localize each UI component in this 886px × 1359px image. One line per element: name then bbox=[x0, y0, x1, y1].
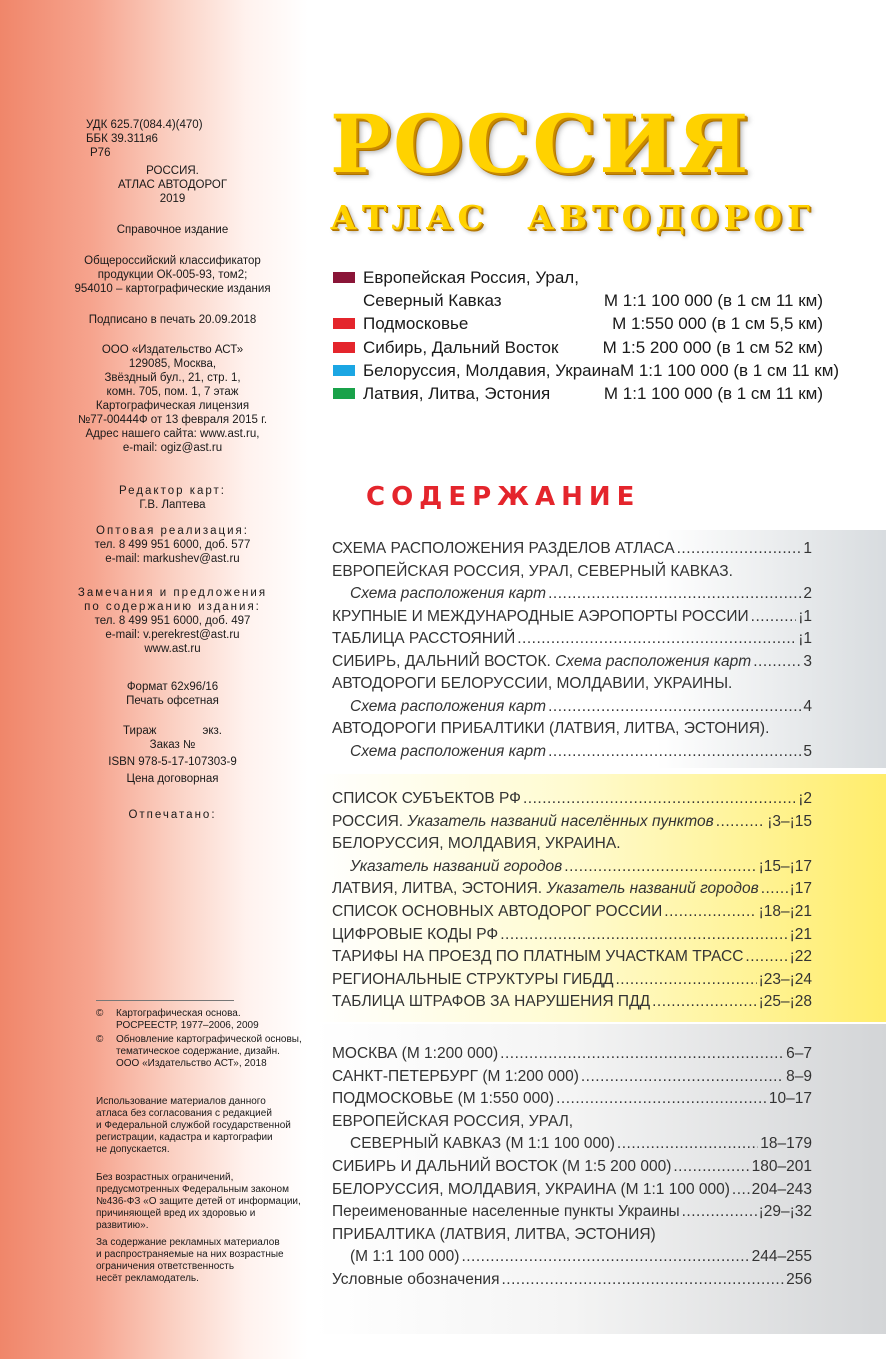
toc-entry[interactable] bbox=[332, 673, 812, 696]
toc-entry[interactable] bbox=[332, 856, 812, 879]
signed-date: Подписано в печать 20.09.2018 bbox=[88, 314, 257, 326]
toc-leader-dots bbox=[461, 1246, 749, 1269]
title-sub: АТЛАС АВТОДОРОГ bbox=[330, 198, 815, 237]
toc-entry-label: САНКТ-ПЕТЕРБУРГ (М 1:200 000) bbox=[332, 1067, 579, 1085]
toc-leader-dots bbox=[751, 606, 797, 629]
toc-entry[interactable] bbox=[332, 878, 812, 901]
legend-swatch bbox=[333, 388, 355, 399]
udk-code: УДК 625.7(084.4)(470) bbox=[86, 119, 203, 131]
toc-entry-label: БЕЛОРУССИЯ, МОЛДАВИЯ, УКРАИНА. bbox=[332, 835, 621, 853]
toc-entry-label: ТАБЛИЦА РАССТОЯНИЙ bbox=[332, 630, 516, 647]
toc-entry-page: 204–243 bbox=[751, 1180, 812, 1198]
toc-entry[interactable] bbox=[332, 718, 812, 741]
toc-leader-dots bbox=[652, 991, 756, 1014]
toc-entry-label: СЕВЕРНЫЙ КАВКАЗ (М 1:1 100 000) bbox=[350, 1135, 615, 1153]
toc-entry-label: ТАРИФЫ НА ПРОЕЗД ПО ПЛАТНЫМ УЧАСТКАМ ТРАСС bbox=[332, 948, 744, 966]
age-note: Без возрастных ограничений, предусмотренных Федеральным законом №436-ФЗ «О защите детей от информации, причиняющей вред их здоровью и развитию». bbox=[96, 1172, 301, 1231]
toc-leader-dots bbox=[581, 1066, 784, 1089]
toc-entry[interactable] bbox=[332, 1179, 812, 1202]
toc-entry-page: ¡29–¡32 bbox=[758, 1203, 812, 1221]
edition-type: Справочное издание bbox=[116, 224, 229, 236]
toc-entry-page: ¡22 bbox=[789, 948, 812, 966]
bbk-code: ББК 39.311я6 bbox=[86, 133, 158, 145]
atlas-title bbox=[330, 96, 830, 238]
toc-list-maps bbox=[332, 1043, 812, 1292]
toc-entry[interactable] bbox=[332, 924, 812, 947]
toc-entry-label: ПОДМОСКОВЬЕ (М 1:550 000) bbox=[332, 1090, 555, 1108]
title-main: РОССИЯ bbox=[330, 97, 752, 191]
toc-entry[interactable] bbox=[332, 538, 812, 561]
toc-entry-page: 1 bbox=[803, 540, 812, 557]
toc-entry[interactable] bbox=[332, 1066, 812, 1089]
legend-swatch bbox=[333, 295, 355, 306]
toc-entry-page: ¡17 bbox=[789, 880, 812, 898]
toc-entry[interactable] bbox=[332, 1133, 812, 1156]
toc-entry-label: АВТОДОРОГИ БЕЛОРУССИИ, МОЛДАВИИ, УКРАИНЫ. bbox=[332, 675, 733, 692]
legend-swatch bbox=[333, 342, 355, 353]
toc-entry-page: 256 bbox=[786, 1270, 812, 1288]
classification-codes bbox=[86, 118, 203, 160]
toc-leader-dots bbox=[500, 924, 787, 947]
toc-entry[interactable] bbox=[332, 628, 812, 651]
toc-entry-label: Схема расположения карт bbox=[350, 697, 547, 715]
legend-row: Европейская Россия, Урал, bbox=[333, 266, 823, 289]
toc-entry-label: ТАБЛИЦА ШТРАФОВ ЗА НАРУШЕНИЯ ПДД bbox=[332, 993, 651, 1011]
printed-at: Отпечатано: bbox=[128, 809, 217, 821]
copyright-icon: © bbox=[96, 1008, 104, 1019]
toc-entry-label: ЕВРОПЕЙСКАЯ РОССИЯ, УРАЛ, bbox=[332, 1112, 574, 1130]
format-info: Формат 62х96/16 Печать офсетная bbox=[126, 681, 219, 707]
legend-swatch bbox=[333, 272, 355, 283]
toc-entry[interactable] bbox=[332, 583, 812, 606]
toc-entry[interactable] bbox=[332, 561, 812, 584]
toc-list-overview bbox=[332, 538, 812, 763]
toc-entry-page: 18–179 bbox=[760, 1135, 812, 1153]
toc-leader-dots bbox=[617, 1133, 758, 1156]
toc-entry[interactable] bbox=[332, 1043, 812, 1066]
toc-entry-page: ¡1 bbox=[798, 630, 812, 647]
toc-entry-page: ¡21 bbox=[789, 925, 812, 943]
toc-leader-dots bbox=[556, 1088, 767, 1111]
toc-entry-label: СИБИРЬ, ДАЛЬНИЙ ВОСТОК. Схема расположения карт bbox=[332, 652, 752, 670]
toc-entry-page: 8–9 bbox=[786, 1067, 812, 1085]
toc-entry-label: СПИСОК СУБЪЕКТОВ РФ bbox=[332, 790, 521, 807]
toc-leader-dots bbox=[745, 946, 787, 969]
toc-entry[interactable] bbox=[332, 1246, 812, 1269]
toc-list-index bbox=[332, 788, 812, 1014]
toc-entry[interactable] bbox=[332, 1224, 812, 1247]
toc-entry-label: РЕГИОНАЛЬНЫЕ СТРУКТУРЫ ГИБДД bbox=[332, 970, 614, 988]
toc-entry[interactable] bbox=[332, 1156, 812, 1179]
toc-leader-dots bbox=[673, 1156, 749, 1179]
toc-entry[interactable] bbox=[332, 1111, 812, 1134]
toc-entry[interactable] bbox=[332, 741, 812, 764]
toc-leader-dots bbox=[501, 1269, 784, 1292]
toc-leader-dots bbox=[753, 651, 801, 674]
toc-entry-label: СПИСОК ОСНОВНЫХ АВТОДОРОГ РОССИИ bbox=[332, 902, 663, 920]
toc-entry-label: АВТОДОРОГИ ПРИБАЛТИКИ (ЛАТВИЯ, ЛИТВА, ЭСТОНИЯ). bbox=[332, 720, 770, 737]
scale-legend bbox=[333, 266, 840, 405]
toc-leader-dots bbox=[664, 901, 756, 924]
toc-entry[interactable] bbox=[332, 969, 812, 992]
toc-entry-label: ЛАТВИЯ, ЛИТВА, ЭСТОНИЯ. Указатель названий городов bbox=[332, 880, 759, 898]
toc-leader-dots bbox=[615, 969, 756, 992]
toc-leader-dots bbox=[682, 1201, 757, 1224]
toc-entry-page: 244–255 bbox=[751, 1248, 812, 1266]
remarks-contacts: Замечания и предложения по содержанию издания: тел. 8 499 951 6000, доб. 497 e-mail: v.perekrest@ast.ru www.ast.ru bbox=[77, 587, 268, 655]
toc-entry-page: 2 bbox=[803, 585, 812, 602]
toc-entry-page: ¡15–¡17 bbox=[758, 857, 812, 875]
legend-row: Северный Кавказ М 1:1 100 000 (в 1 см 11 км) bbox=[333, 289, 823, 312]
toc-entry[interactable] bbox=[332, 811, 812, 834]
legend-row: Белоруссия, Молдавия, Украина М 1:1 100 000 (в 1 см 11 км) bbox=[333, 359, 823, 382]
toc-leader-dots bbox=[523, 788, 796, 811]
toc-entry-page: ¡2 bbox=[798, 790, 812, 807]
toc-entry-label: Схема расположения карт bbox=[350, 742, 547, 760]
toc-entry-label: СХЕМА РАСПОЛОЖЕНИЯ РАЗДЕЛОВ АТЛАСА bbox=[332, 540, 675, 557]
advert-note: За содержание рекламных материалов и распространяемые на них возрастные ограничения ответственность несёт рекламодатель. bbox=[96, 1237, 284, 1284]
toc-entry-page: 10–17 bbox=[768, 1090, 812, 1108]
toc-entry[interactable] bbox=[332, 651, 812, 674]
divider bbox=[96, 1000, 234, 1001]
toc-entry[interactable] bbox=[332, 901, 812, 924]
toc-entry-label: СИБИРЬ И ДАЛЬНИЙ ВОСТОК (М 1:5 200 000) bbox=[332, 1157, 672, 1175]
imprint-column bbox=[0, 0, 308, 1359]
wholesale-contacts: Оптовая реализация: тел. 8 499 951 6000, доб. 577 e-mail: markushev@ast.ru bbox=[94, 525, 251, 565]
toc-leader-dots bbox=[732, 1179, 750, 1202]
toc-entry-label: (М 1:1 100 000) bbox=[350, 1248, 460, 1266]
toc-entry-page: ¡18–¡21 bbox=[758, 902, 812, 920]
toc-leader-dots bbox=[548, 741, 801, 764]
copyright-icon: © bbox=[96, 1034, 104, 1045]
toc-entry[interactable] bbox=[332, 1088, 812, 1111]
toc-entry-page: ¡25–¡28 bbox=[758, 993, 812, 1011]
toc-leader-dots bbox=[761, 878, 788, 901]
toc-leader-dots bbox=[548, 696, 801, 719]
toc-entry-page: ¡23–¡24 bbox=[758, 970, 812, 988]
toc-leader-dots bbox=[500, 1043, 784, 1066]
legend-swatch bbox=[333, 365, 355, 376]
toc-leader-dots bbox=[517, 628, 796, 651]
toc-entry-page: ¡1 bbox=[798, 607, 812, 625]
toc-entry-label: ЕВРОПЕЙСКАЯ РОССИЯ, УРАЛ, СЕВЕРНЫЙ КАВКАЗ. bbox=[332, 562, 733, 580]
toc-entry-page: 4 bbox=[803, 697, 812, 715]
toc-entry[interactable] bbox=[332, 991, 812, 1014]
toc-entry-page: 6–7 bbox=[786, 1045, 812, 1062]
toc-entry-page: ¡3–¡15 bbox=[767, 812, 812, 830]
legend-row: Сибирь, Дальний Восток М 1:5 200 000 (в 1 см 52 км) bbox=[333, 336, 823, 359]
toc-entry-page: 180–201 bbox=[751, 1157, 812, 1175]
contents-heading: СОДЕРЖАНИЕ bbox=[366, 482, 641, 512]
toc-entry[interactable] bbox=[332, 788, 812, 811]
toc-entry-label: Условные обозначения bbox=[332, 1270, 500, 1288]
toc-entry-label: Схема расположения карт bbox=[350, 585, 547, 602]
toc-entry[interactable] bbox=[332, 1201, 812, 1224]
map-editor: Редактор карт: Г.В. Лаптева bbox=[119, 485, 226, 511]
toc-entry[interactable] bbox=[332, 1269, 812, 1292]
imprint-title: РОССИЯ. АТЛАС АВТОДОРОГ 2019 bbox=[117, 165, 228, 205]
classifier: Общероссийский классификатор продукции ОК-005-93, том2; 954010 – картографические издания bbox=[74, 255, 271, 295]
copyright-block: © Картографическая основа. РОСРЕЕСТР, 1977–2006, 2009 © Обновление картографической основы, тематическое содержание, дизайн. ООО «Издательство АСТ», 2018 bbox=[96, 1008, 302, 1069]
print-run: Тираж экз. Заказ № ISBN 978-5-17-107303-9 Цена договорная bbox=[108, 725, 237, 785]
author-code: Р76 bbox=[90, 147, 111, 159]
toc-entry-label: БЕЛОРУССИЯ, МОЛДАВИЯ, УКРАИНА (М 1:1 100 000) bbox=[332, 1180, 730, 1198]
toc-entry-label: ЦИФРОВЫЕ КОДЫ РФ bbox=[332, 925, 499, 943]
toc-leader-dots bbox=[564, 856, 756, 879]
toc-entry-label: РОССИЯ. Указатель названий населённых пунктов bbox=[332, 812, 714, 830]
toc-leader-dots bbox=[716, 811, 765, 834]
toc-entry[interactable] bbox=[332, 833, 812, 856]
toc-entry-label: Переименованные населенные пункты Украины bbox=[332, 1203, 680, 1221]
toc-entry-label: ПРИБАЛТИКА (ЛАТВИЯ, ЛИТВА, ЭСТОНИЯ) bbox=[332, 1225, 656, 1243]
toc-entry-page: 5 bbox=[803, 742, 812, 760]
legend-swatch bbox=[333, 318, 355, 329]
toc-entry-label: Указатель названий городов bbox=[350, 857, 563, 875]
toc-entry[interactable] bbox=[332, 696, 812, 719]
toc-entry-label: МОСКВА (М 1:200 000) bbox=[332, 1045, 499, 1062]
toc-leader-dots bbox=[677, 538, 802, 561]
toc-leader-dots bbox=[548, 583, 801, 606]
publisher-info: ООО «Издательство АСТ» 129085, Москва, Звёздный бул., 21, стр. 1, комн. 705, пом. 1, 7 этаж Картографическая лицензия №77-00444Ф от 13 февраля 2015 г. Адрес нашего сайта: www.ast.ru, e-mail: ogiz@ast.ru bbox=[77, 344, 268, 454]
toc-entry-label: КРУПНЫЕ И МЕЖДУНАРОДНЫЕ АЭРОПОРТЫ РОССИИ bbox=[332, 607, 749, 625]
legend-row: Подмосковье М 1:550 000 (в 1 см 5,5 км) bbox=[333, 312, 823, 335]
toc-entry[interactable] bbox=[332, 606, 812, 629]
toc-entry[interactable] bbox=[332, 946, 812, 969]
toc-entry-page: 3 bbox=[803, 652, 812, 670]
legend-row: Латвия, Литва, Эстония М 1:1 100 000 (в 1 см 11 км) bbox=[333, 382, 823, 405]
usage-note: Использование материалов данного атласа без согласования с редакцией и Федеральной службой государственной регистрации, кадастра и картографии не допускается. bbox=[96, 1096, 291, 1155]
